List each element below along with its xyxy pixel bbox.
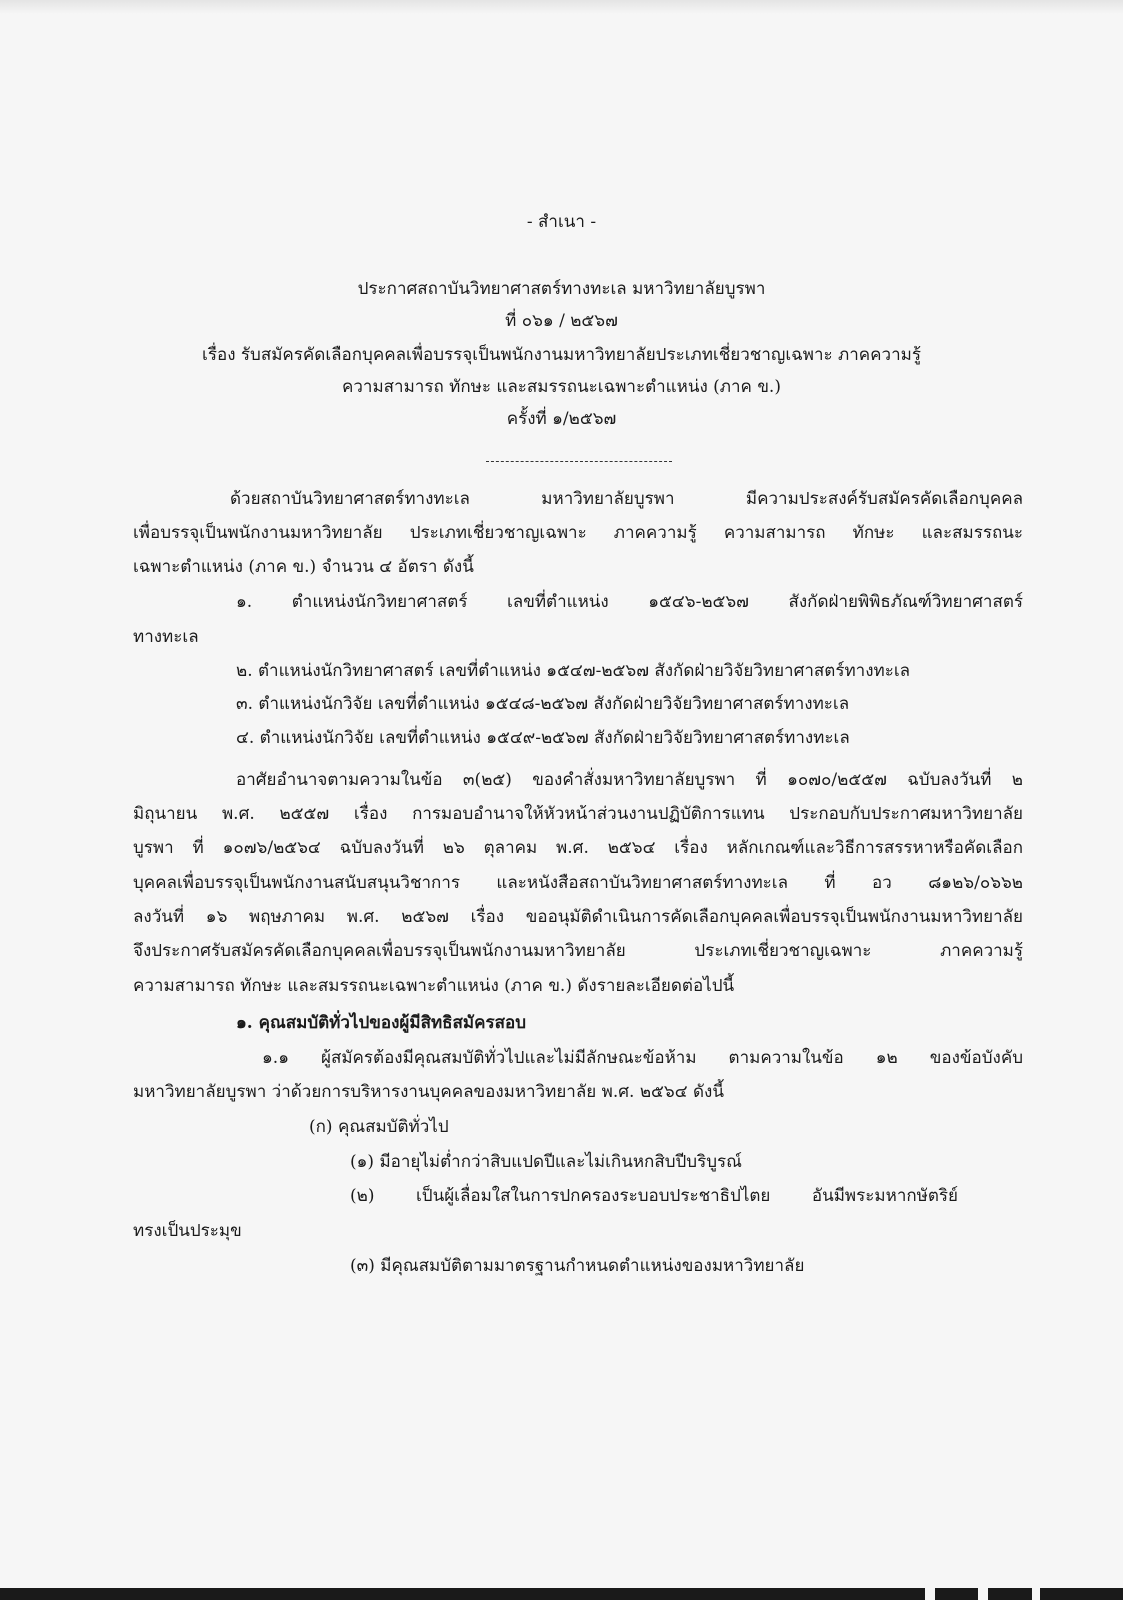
intro-line-2: เพื่อบรรจุเป็นพนักงานมหาวิทยาลัย ประเภทเชี่ยวชาญเฉพาะ ภาคความรู้ ความสามารถ ทักษะ และสมรรถนะ: [133, 523, 1023, 543]
scan-bottom-edge: [0, 1588, 1123, 1600]
section-1-1-line-2: มหาวิทยาลัยบูรพา ว่าด้วยการบริหารงานบุคคลของมหาวิทยาลัย พ.ศ. ๒๕๖๔ ดังนี้: [133, 1082, 724, 1102]
qualification-2-cont: ทรงเป็นประมุข: [133, 1221, 242, 1241]
position-item-2: ๒. ตำแหน่งนักวิทยาศาสตร์ เลขที่ตำแหน่ง ๑๕๔๗-๒๕๖๗ สังกัดฝ่ายวิจัยวิทยาศาสตร์ทางทะเล: [236, 661, 911, 681]
sub-a-heading: (ก) คุณสมบัติทั่วไป: [309, 1117, 449, 1137]
position-item-1: ๑. ตำแหน่งนักวิทยาศาสตร์ เลขที่ตำแหน่ง ๑๕๔๖-๒๕๖๗ สังกัดฝ่ายพิพิธภัณฑ์วิทยาศาสตร์: [236, 592, 1023, 612]
position-item-1-cont: ทางทะเล: [133, 627, 199, 647]
scan-bottom-gap-1: [925, 1588, 935, 1600]
announcement-round: ครั้งที่ ๑/๒๕๖๗: [506, 409, 617, 429]
authority-line-3: บูรพา ที่ ๑๐๗๖/๒๕๖๔ ฉบับลงวันที่ ๒๖ ตุลาคม พ.ศ. ๒๕๖๔ เรื่อง หลักเกณฑ์และวิธีการสรรหาหรือคัดเลือก: [133, 838, 1023, 858]
authority-line-1: อาศัยอำนาจตามความในข้อ ๓(๒๕) ของคำสั่งมหาวิทยาลัยบูรพา ที่ ๑๐๗๐/๒๕๕๗ ฉบับลงวันที่ ๒: [236, 770, 1023, 790]
position-item-3: ๓. ตำแหน่งนักวิจัย เลขที่ตำแหน่ง ๑๕๔๘-๒๕๖๗ สังกัดฝ่ายวิจัยวิทยาศาสตร์ทางทะเล: [236, 694, 850, 714]
scan-bottom-gap-3: [1032, 1588, 1040, 1600]
qualification-1: (๑) มีอายุไม่ต่ำกว่าสิบแปดปีและไม่เกินหกสิบปีบริบูรณ์: [350, 1152, 742, 1172]
copy-mark: - สำเนา -: [526, 212, 597, 232]
authority-line-7: ความสามารถ ทักษะ และสมรรถนะเฉพาะตำแหน่ง (ภาค ข.) ดังรายละเอียดต่อไปนี้: [133, 976, 735, 996]
announcement-title: ประกาศสถาบันวิทยาศาสตร์ทางทะเล มหาวิทยาลัยบูรพา: [357, 279, 766, 299]
section-1-heading: ๑. คุณสมบัติทั่วไปของผู้มีสิทธิสมัครสอบ: [236, 1013, 526, 1033]
subject-line-2: ความสามารถ ทักษะ และสมรรถนะเฉพาะตำแหน่ง (ภาค ข.): [342, 377, 781, 397]
authority-line-5: ลงวันที่ ๑๖ พฤษภาคม พ.ศ. ๒๕๖๗ เรื่อง ขออนุมัติดำเนินการคัดเลือกบุคคลเพื่อบรรจุเป็นพนักงานมหาวิทยาลัย: [133, 907, 1023, 927]
authority-line-2: มิถุนายน พ.ศ. ๒๕๕๗ เรื่อง การมอบอำนาจให้หัวหน้าส่วนงานปฏิบัติการแทน ประกอบกับประกาศมหาวิทยาลัย: [133, 804, 1023, 824]
qualification-3: (๓) มีคุณสมบัติตามมาตรฐานกำหนดตำแหน่งของมหาวิทยาลัย: [350, 1256, 805, 1276]
section-1-1-line-1: ๑.๑ ผู้สมัครต้องมีคุณสมบัติทั่วไปและไม่มีลักษณะข้อห้าม ตามความในข้อ ๑๒ ของข้อบังคับ: [262, 1048, 1023, 1068]
scan-top-shadow: [0, 0, 1123, 14]
intro-line-3: เฉพาะตำแหน่ง (ภาค ข.) จำนวน ๔ อัตรา ดังนี้: [133, 557, 474, 577]
subject-line-1: เรื่อง รับสมัครคัดเลือกบุคคลเพื่อบรรจุเป็นพนักงานมหาวิทยาลัยประเภทเชี่ยวชาญเฉพาะ ภาคความรู้: [202, 345, 921, 365]
authority-line-6: จึงประกาศรับสมัครคัดเลือกบุคคลเพื่อบรรจุเป็นพนักงานมหาวิทยาลัย ประเภทเชี่ยวชาญเฉพาะ ภาคความรู้: [133, 941, 1023, 961]
scan-bottom-gap-2: [978, 1588, 988, 1600]
position-item-4: ๔. ตำแหน่งนักวิจัย เลขที่ตำแหน่ง ๑๕๔๙-๒๕๖๗ สังกัดฝ่ายวิจัยวิทยาศาสตร์ทางทะเล: [236, 728, 850, 748]
dashed-divider: [486, 461, 672, 462]
intro-line-1: ด้วยสถาบันวิทยาศาสตร์ทางทะเล มหาวิทยาลัยบูรพา มีความประสงค์รับสมัครคัดเลือกบุคคล: [230, 489, 1023, 509]
authority-line-4: บุคคลเพื่อบรรจุเป็นพนักงานสนับสนุนวิชาการ และหนังสือสถาบันวิทยาศาสตร์ทางทะเล ที่ อว ๘๑๒๖/๐๖๖๒: [133, 873, 1023, 893]
announcement-number: ที่ ๐๖๑ / ๒๕๖๗: [505, 311, 618, 331]
qualification-2: (๒) เป็นผู้เลื่อมใสในการปกครองระบอบประชาธิปไตย อันมีพระมหากษัตริย์: [350, 1186, 958, 1206]
